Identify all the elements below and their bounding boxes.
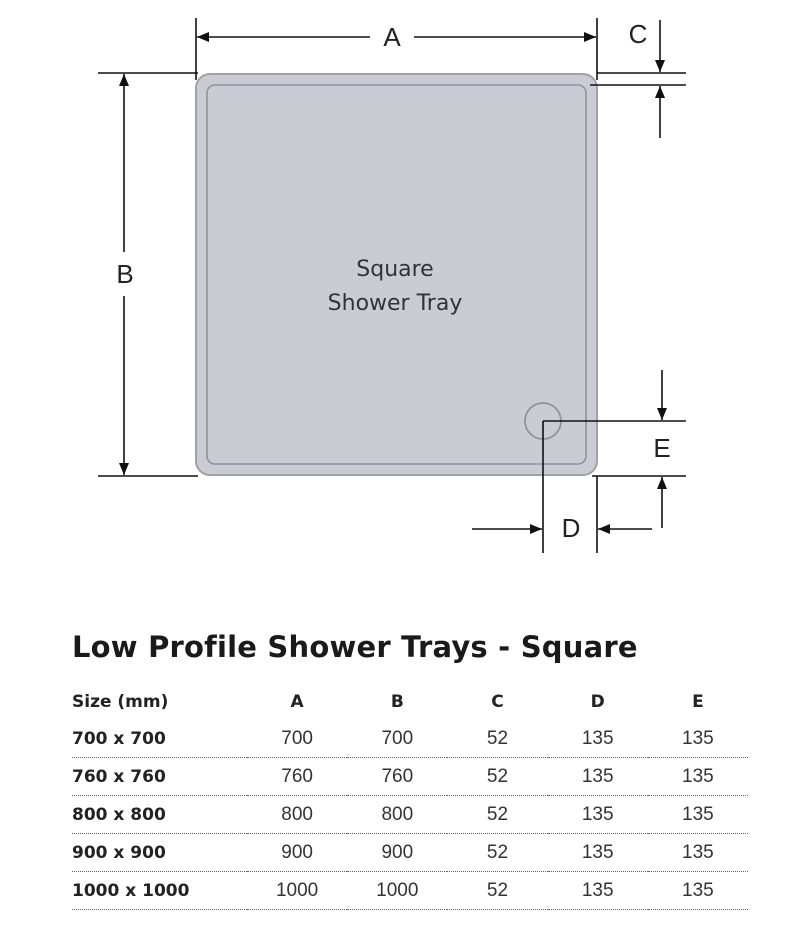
header-size: Size (mm) bbox=[72, 691, 169, 712]
cell-b: 900 bbox=[347, 834, 447, 872]
cell-c: 52 bbox=[447, 720, 547, 758]
table-row bbox=[72, 720, 748, 758]
dim-label-b: B bbox=[116, 259, 134, 289]
dim-label-d: D bbox=[561, 513, 581, 543]
cell-d: 135 bbox=[548, 872, 648, 910]
cell-a: 900 bbox=[247, 834, 347, 872]
dim-label-e: E bbox=[653, 433, 671, 463]
table-row bbox=[72, 796, 748, 834]
cell-e: 135 bbox=[648, 720, 748, 758]
cell-a: 1000 bbox=[247, 872, 347, 910]
tray-label-line2: Shower Tray bbox=[327, 291, 463, 316]
cell-c: 52 bbox=[447, 872, 547, 910]
cell-b: 700 bbox=[347, 720, 447, 758]
dimension-c bbox=[590, 19, 686, 138]
dimensions-table bbox=[72, 683, 748, 910]
cell-a: 800 bbox=[247, 796, 347, 834]
cell-e: 135 bbox=[648, 758, 748, 796]
dimension-a bbox=[196, 18, 597, 80]
cell-a: 700 bbox=[247, 720, 347, 758]
dim-label-a: A bbox=[383, 22, 401, 52]
cell-d: 135 bbox=[548, 758, 648, 796]
cell-c: 52 bbox=[447, 758, 547, 796]
dimension-b bbox=[98, 73, 198, 476]
dim-label-c: C bbox=[628, 19, 648, 49]
header-d: D bbox=[590, 691, 605, 712]
cell-a: 760 bbox=[247, 758, 347, 796]
cell-b: 1000 bbox=[347, 872, 447, 910]
header-c: C bbox=[491, 691, 504, 712]
cell-size: 800 x 800 bbox=[72, 796, 247, 834]
cell-size: 760 x 760 bbox=[72, 758, 247, 796]
table-title: Low Profile Shower Trays - Square bbox=[72, 630, 638, 664]
cell-c: 52 bbox=[447, 796, 547, 834]
cell-d: 135 bbox=[548, 720, 648, 758]
cell-size: 1000 x 1000 bbox=[72, 872, 247, 910]
cell-size: 900 x 900 bbox=[72, 834, 247, 872]
header-b: B bbox=[390, 691, 404, 712]
table-row bbox=[72, 834, 748, 872]
table-row bbox=[72, 758, 748, 796]
cell-size: 700 x 700 bbox=[72, 720, 247, 758]
header-e: E bbox=[692, 691, 704, 712]
cell-d: 135 bbox=[548, 834, 648, 872]
cell-c: 52 bbox=[447, 834, 547, 872]
cell-e: 135 bbox=[648, 872, 748, 910]
tray-label-line1: Square bbox=[356, 257, 434, 282]
cell-b: 760 bbox=[347, 758, 447, 796]
cell-e: 135 bbox=[648, 834, 748, 872]
table-row bbox=[72, 872, 748, 910]
table-header-row bbox=[72, 683, 748, 720]
cell-b: 800 bbox=[347, 796, 447, 834]
cell-e: 135 bbox=[648, 796, 748, 834]
header-a: A bbox=[290, 691, 304, 712]
cell-d: 135 bbox=[548, 796, 648, 834]
